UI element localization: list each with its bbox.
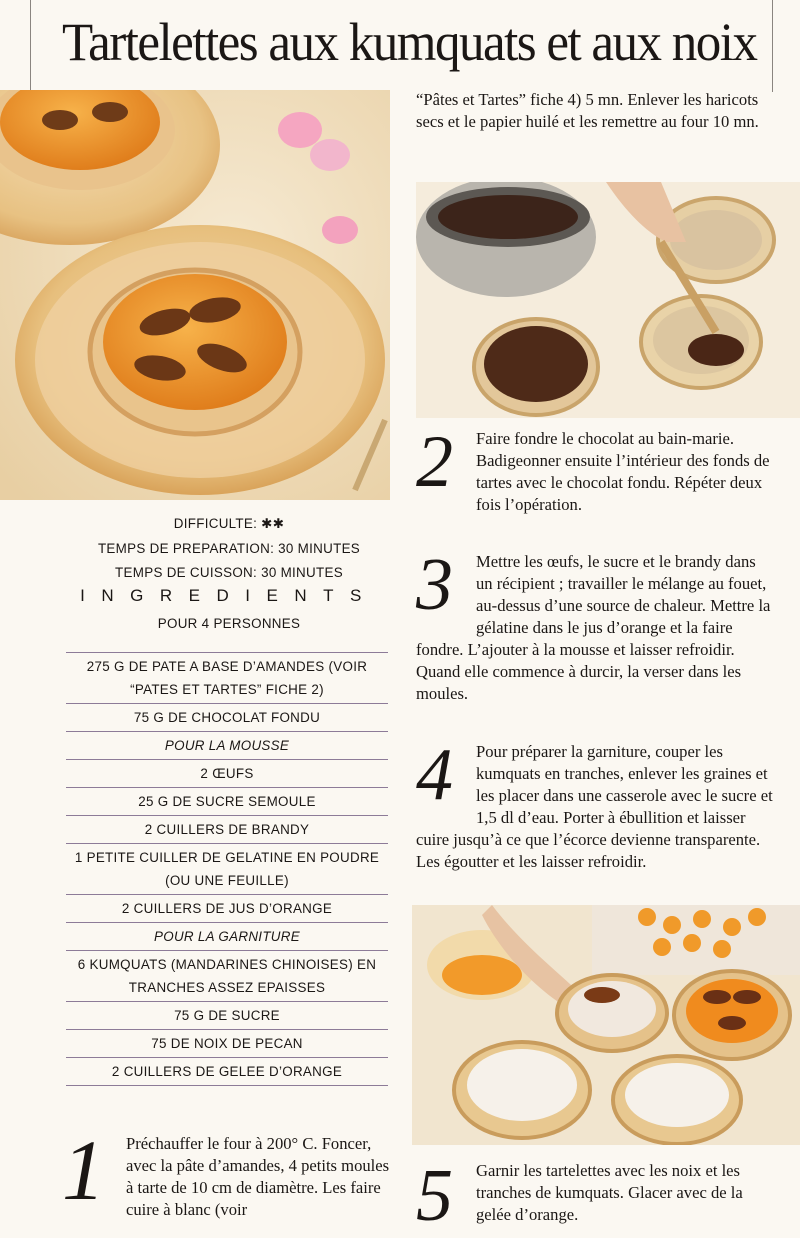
step-text: Garnir les tartelettes avec les noix et les tranches de kumquats. Glacer avec de la gelée d’orange. xyxy=(476,1161,743,1224)
ingredient-row: 1 PETITE CUILLER DE GELATINE EN POUDRE (OU UNE FEUILLE) xyxy=(66,843,388,894)
ingredient-row: 6 KUMQUATS (MANDARINES CHINOISES) EN TRANCHES ASSEZ EPAISSES xyxy=(66,950,388,1001)
step-1 xyxy=(62,1122,392,1221)
ingredient-row: 75 G DE CHOCOLAT FONDU xyxy=(66,703,388,731)
difficulty: DIFFICULTE: ✱✱ xyxy=(173,516,285,531)
step-number: 1 xyxy=(62,1122,105,1218)
step-text: Préchauffer le four à 200° C. Foncer, avec la pâte d’amandes, 4 petits moules à tarte de 10 cm de diamètre. Les faire cuire à blanc (voir xyxy=(126,1134,390,1219)
right-rule xyxy=(772,0,773,92)
ingredients-heading: INGREDIENTS xyxy=(80,586,378,605)
left-rule xyxy=(30,0,31,92)
step1-continuation: “Pâtes et Tartes” fiche 4) 5 mn. Enlever les haricots secs et le papier huilé et les remettre au four 10 mn. xyxy=(416,90,759,131)
ingredient-row: 75 G DE SUCRE xyxy=(66,1001,388,1029)
prep-time: TEMPS DE PREPARATION: 30 MINUTES xyxy=(97,541,361,556)
step-text: Faire fondre le chocolat au bain-marie. Badigeonner ensuite l’intérieur des fonds de tartes avec le chocolat fondu. Répéter deux fois l’opération. xyxy=(476,429,770,514)
step-number: 5 xyxy=(416,1155,453,1237)
step-2 xyxy=(416,421,776,516)
cook-time: TEMPS DE CUISSON: 30 MINUTES xyxy=(115,565,343,580)
ingredient-row: 75 DE NOIX DE PECAN xyxy=(66,1029,388,1057)
step-text: Mettre les œufs, le sucre et le brandy dans un récipient ; travailler le mélange au fouet, au-dessus d’une source de chaleur. Mettre la gélatine dans le jus d’orange et la faire fondre. L’ajouter à la mousse et laisser refroidir. Quand elle commence à durcir, la verser dans les moules. xyxy=(416,552,771,703)
recipe-title: Tartelettes aux kumquats et aux noix xyxy=(62,13,757,73)
ingredient-row: 25 G DE SUCRE SEMOULE xyxy=(66,787,388,815)
ingredient-row: 275 G DE PATE A BASE D’AMANDES (VOIR “PATES ET TARTES” FICHE 2) xyxy=(66,652,388,703)
servings: POUR 4 PERSONNES xyxy=(157,616,301,631)
ingredient-row: 2 ŒUFS xyxy=(66,759,388,787)
ingredient-row: 2 CUILLERS DE BRANDY xyxy=(66,815,388,843)
ingredient-row: 2 CUILLERS DE GELEE D’ORANGE xyxy=(66,1057,388,1086)
ingredients-table xyxy=(66,652,388,1086)
step-3 xyxy=(416,544,776,705)
ingredient-row: 2 CUILLERS DE JUS D’ORANGE xyxy=(66,894,388,922)
step-text: Pour préparer la garniture, couper les kumquats en tranches, enlever les graines et les placer dans une casserole avec le sucre et 1,5 dl d’eau. Porter à ébullition et laisser cuire jusqu’à ce que l’écorce devienne transparente. Les égoutter et les laisser refroidir. xyxy=(416,742,773,871)
step-number: 3 xyxy=(416,544,453,626)
step-number: 4 xyxy=(416,734,453,816)
step-4 xyxy=(416,734,776,873)
ingredient-section-label: POUR LA MOUSSE xyxy=(66,731,388,759)
step-number: 2 xyxy=(416,421,453,503)
finished-tartlets-photo xyxy=(0,90,390,500)
ingredient-section-label: POUR LA GARNITURE xyxy=(66,922,388,950)
garnishing-photo xyxy=(412,905,800,1145)
chocolate-brushing-photo xyxy=(416,182,800,418)
step-5 xyxy=(416,1155,776,1237)
